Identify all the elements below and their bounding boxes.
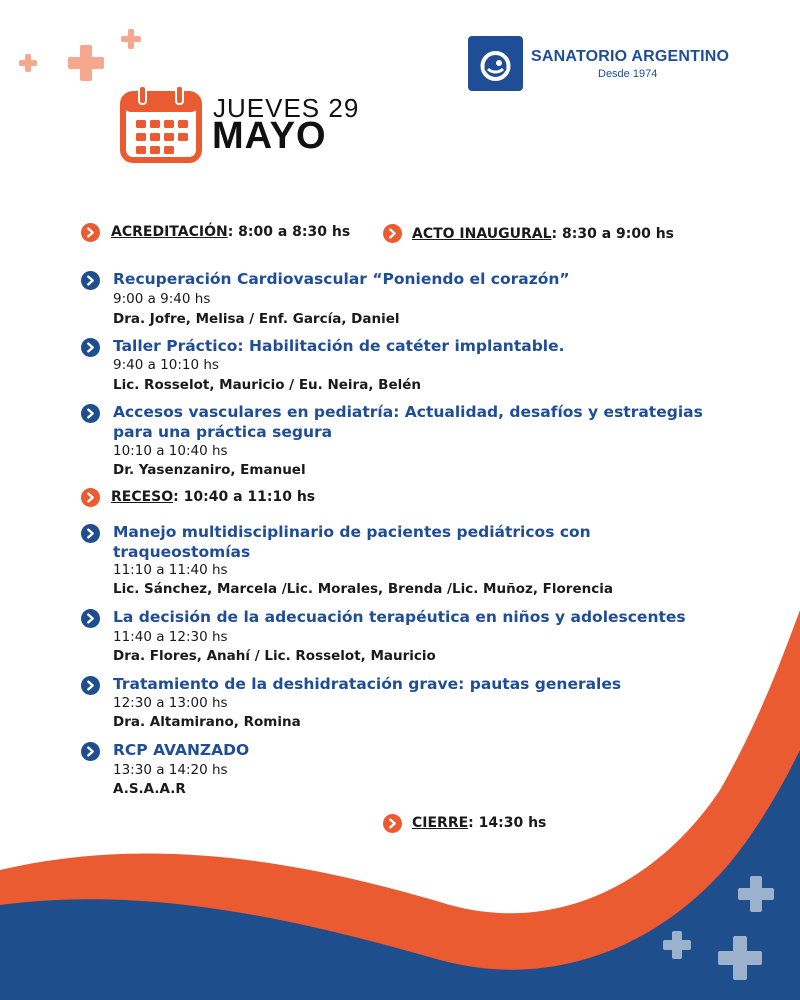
chevron-right-icon bbox=[81, 338, 100, 357]
session-title: Manejo multidisciplinario de pacientes pediátricos con bbox=[113, 523, 591, 541]
chevron-right-icon bbox=[81, 271, 100, 290]
logo-subtitle: Desde 1974 bbox=[598, 68, 658, 80]
session-title: Recuperación Cardiovascular “Poniendo el corazón” bbox=[113, 270, 570, 288]
break-label: RECESO bbox=[111, 489, 174, 505]
session-time: 9:40 a 10:10 hs bbox=[113, 357, 219, 373]
plus-icon bbox=[121, 29, 141, 49]
session-title-line-2: traqueostomías bbox=[113, 543, 251, 561]
session-title: Tratamiento de la deshidratación grave: pautas generales bbox=[113, 675, 622, 693]
accreditation-time: : 8:00 a 8:30 hs bbox=[227, 224, 351, 240]
calendar-icon bbox=[120, 84, 202, 164]
date-month: MAYO bbox=[212, 115, 327, 157]
accreditation-item bbox=[111, 224, 350, 240]
session-title: Taller Práctico: Habilitación de catéter implantable. bbox=[113, 337, 565, 355]
closing-label: CIERRE bbox=[412, 815, 469, 831]
session-time: 10:10 a 10:40 hs bbox=[113, 443, 228, 459]
plus-icon bbox=[718, 936, 762, 980]
logo-name: SANATORIO ARGENTINO bbox=[531, 48, 730, 65]
session-speakers: Lic. Sánchez, Marcela /Lic. Morales, Brenda /Lic. Muñoz, Florencia bbox=[113, 581, 613, 597]
plus-icon bbox=[663, 931, 691, 959]
break-time: : 10:40 a 11:10 hs bbox=[173, 489, 316, 505]
inauguration-time: : 8:30 a 9:00 hs bbox=[551, 226, 675, 242]
closing-time: : 14:30 hs bbox=[468, 815, 547, 831]
chevron-right-icon bbox=[81, 223, 100, 242]
sanatorio-logo-icon bbox=[468, 36, 523, 91]
session-title: La decisión de la adecuación terapéutica en niños y adolescentes bbox=[113, 608, 686, 626]
session-title-line-2: para una práctica segura bbox=[113, 423, 333, 441]
chevron-right-icon bbox=[81, 524, 100, 543]
session-title: Accesos vasculares en pediatría: Actualidad, desafíos y estrategias bbox=[113, 403, 703, 421]
session-speakers: Dr. Yasenzaniro, Emanuel bbox=[113, 462, 306, 478]
chevron-right-icon bbox=[383, 224, 402, 243]
inauguration-item bbox=[412, 226, 674, 242]
session-time: 11:40 a 12:30 hs bbox=[113, 629, 228, 645]
chevron-right-icon bbox=[81, 742, 100, 761]
session-speakers: Dra. Altamirano, Romina bbox=[113, 714, 301, 730]
chevron-right-icon bbox=[81, 609, 100, 628]
closing-item bbox=[412, 815, 546, 831]
session-time: 13:30 a 14:20 hs bbox=[113, 762, 228, 778]
date-weekday: JUEVES 29 bbox=[213, 93, 360, 123]
plus-icon bbox=[19, 54, 37, 72]
chevron-right-icon bbox=[383, 814, 402, 833]
chevron-right-icon bbox=[81, 488, 100, 507]
session-time: 9:00 a 9:40 hs bbox=[113, 291, 211, 307]
inauguration-label: ACTO INAUGURAL bbox=[412, 226, 552, 242]
session-title: RCP AVANZADO bbox=[113, 741, 250, 759]
session-time: 11:10 a 11:40 hs bbox=[113, 562, 228, 578]
session-speakers: Lic. Rosselot, Mauricio / Eu. Neira, Belén bbox=[113, 377, 421, 393]
chevron-right-icon bbox=[81, 676, 100, 695]
session-time: 12:30 a 13:00 hs bbox=[113, 695, 228, 711]
session-speakers: Dra. Jofre, Melisa / Enf. García, Daniel bbox=[113, 311, 400, 327]
session-speakers: Dra. Flores, Anahí / Lic. Rosselot, Mauricio bbox=[113, 648, 436, 664]
session-speakers: A.S.A.A.R bbox=[113, 781, 186, 797]
plus-icon bbox=[68, 45, 104, 81]
break-item bbox=[111, 489, 315, 505]
accreditation-label: ACREDITACIÓN bbox=[111, 224, 228, 240]
chevron-right-icon bbox=[81, 404, 100, 423]
plus-icon bbox=[738, 876, 774, 912]
